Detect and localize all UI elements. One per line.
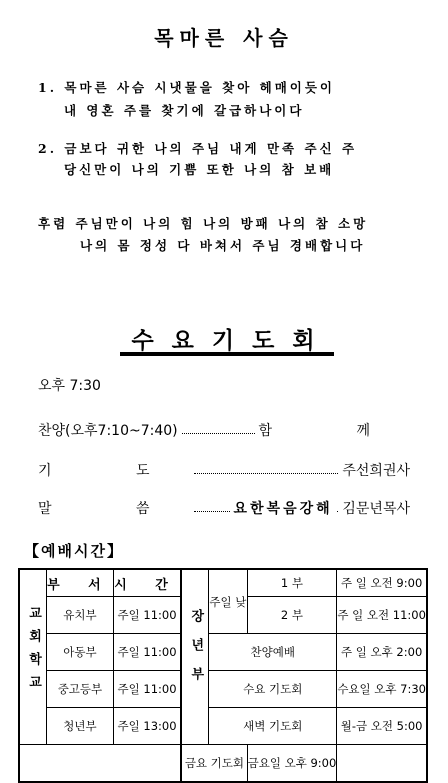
chorus-line2: 나의 몸 정성 다 바쳐서 주님 경배합니다 [80,238,366,253]
schedule-section-title: 【예배시간】 [24,542,124,560]
service-name: 2 부 [247,597,337,634]
verse1-line2: 내 영혼 주를 찾기에 갈급하나이다 [64,103,305,118]
dept-time: 주일 11:00 [113,634,181,671]
dot-leader [194,511,230,512]
sunday-service-label: 주일 낮 [209,569,247,634]
sermon-topic: 요한복음강해 [233,501,333,517]
verse2-line2: 당신만이 나의 기쁨 또한 나의 참 보배 [64,162,335,177]
sermon-value: 김문년목사 [342,501,410,517]
song-title: 목마른 사슴 [154,26,294,50]
service-time: 월-금 오전 5:00 [337,708,427,745]
service-time: 주 일 오전 9:00 [337,569,427,597]
dept-time: 주일 13:00 [113,708,181,745]
dept-name: 중고등부 [47,671,114,708]
praise-label: 찬양(오후7:10~7:40) [38,423,178,439]
program-row-sermon [38,498,410,518]
dept-time: 주일 11:00 [113,671,181,708]
dept-name: 청년부 [47,708,114,745]
service-name: 수요 기도회 [209,671,337,708]
header-dept: 부 서 [47,569,114,597]
program-row-prayer [38,460,410,480]
adult-dept-label: 장년부 [181,569,209,745]
church-school-label: 교회학교 [19,569,47,745]
dot-leader [182,433,255,434]
sermon-label: 말 씀 [38,501,190,517]
prayer-value: 주선희권사 [342,463,410,479]
service-time: 오후 7:30 [38,378,101,394]
prayer-label: 기 도 [38,463,190,479]
praise-value: 함 께 [258,423,410,439]
dept-name: 아동부 [47,634,114,671]
dot-leader [337,511,339,512]
service-name: 새벽 기도회 [209,708,337,745]
wednesday-title: 수요기도회 [120,326,334,356]
header-time: 시 간 [113,569,181,597]
dept-name: 유치부 [47,597,114,634]
service-time: 금요일 오후 9:00 [247,745,337,783]
service-name: 찬양예배 [209,634,337,671]
service-time: 수요일 오후 7:30 [337,671,427,708]
verse2-line1: 2. 금보다 귀한 나의 주님 내게 만족 주신 주 [38,141,358,156]
program-row-praise [38,420,410,440]
service-time: 주 일 오후 2:00 [337,634,427,671]
service-name: 금요 기도회 [181,745,247,783]
schedule-table [18,568,428,783]
service-time: 주 일 오전 11:00 [337,597,427,634]
service-name: 1 부 [247,569,337,597]
dept-time: 주일 11:00 [113,597,181,634]
chorus-line1: 후렴 주님만이 나의 힘 나의 방패 나의 참 소망 [38,216,369,231]
dot-leader [194,473,339,474]
verse1-line1: 1. 목마른 사슴 시냇물을 찾아 헤매이듯이 [38,80,336,95]
